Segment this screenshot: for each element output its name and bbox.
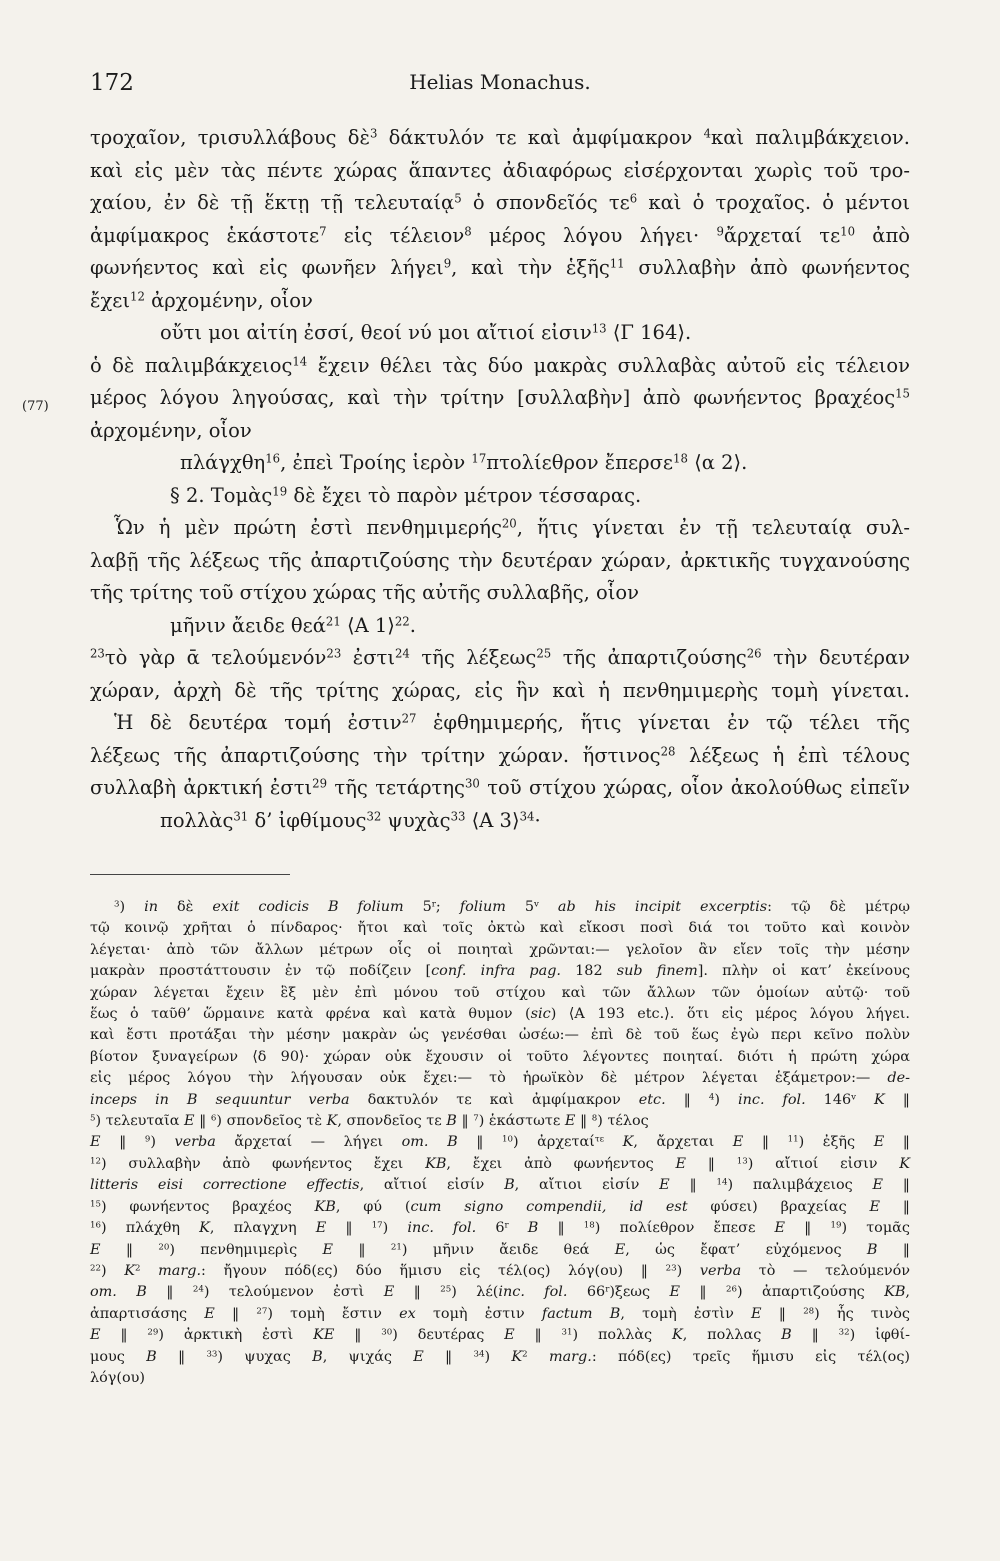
footnote-line: καὶ ἔστι προτάξαι τὴν μέσην μακρὰν ὡς γενέσθαι ὠσέω:— ἐπὶ δὲ τοῦ ἕως ἐγὼ περι κεῖνο πολὺν [90, 1027, 910, 1044]
text-line: χώραν, ἀρχὴ δὲ τῆς τρίτης χώρας, εἰς ἣν καὶ ἡ πενθημιμερὴς τομὴ γίνεται. [90, 678, 910, 702]
footnote-line: βίοτον ξυναγείρων ⟨δ 90⟩· χώραν οὐκ ἔχουσιν οἱ τοῦτο λέγοντες ποιηταί. διότι ἡ πρώτη χώρα [90, 1048, 910, 1065]
footnote-line: λόγ(ου) [90, 1369, 146, 1386]
text-line: ἀρχομένην, οἷον [90, 418, 252, 442]
text-line: πολλὰς$^{31}$ δ’ ἰφθίμους$^{32}$ ψυχὰς$^{33}$ ⟨Α 3⟩$^{34}$· [160, 808, 541, 832]
footnote-line: inceps in B sequuntur verba δακτυλόν τε καὶ ἀμφίμακρον etc. ‖ $^4$) inc. fol. 146$^v$ K ‖ [90, 1091, 910, 1108]
page-number: 172 [90, 70, 134, 96]
text-line: λέξεως τῆς ἀπαρτιζούσης τὴν τρίτην χώραν. ἥστινος$^{28}$ λέξεως ἡ ἐπὶ τέλους [90, 743, 910, 767]
footnote-line: E ‖ $^{29}$) ἀρκτικὴ ἐστὶ KE ‖ $^{30}$) δευτέρας E ‖ $^{31}$) πολλὰς K, πολλας B ‖ $^{32}$) ἰφθί- [90, 1327, 910, 1344]
text-line: συλλαβὴ ἀρκτική ἐστι$^{29}$ τῆς τετάρτης$^{30}$ τοῦ στίχου χώρας, οἷον ἀκολούθως εἰπεῖν [90, 776, 910, 799]
footnote-line: E ‖ $^9$) verba ἄρχεταί — λήγει om. B ‖ $^{10}$) ἀρχεταί$^{\tau\varepsilon}$ K, ἄρχεται E ‖ $^{11}$) ἐξῆς E ‖ [90, 1134, 910, 1151]
text-line: μέρος λόγου ληγούσας, καὶ τὴν τρίτην [συλλαβὴν] ἀπὸ φωνήεντος βραχέος$^{15}$ (77) [90, 382, 910, 415]
footnote-line: E ‖ $^{20}$) πενθημιμερὶς E ‖ $^{21}$) μῆνιν ἄειδε θεά E, ὡς ἔφατ’ εὐχόμενος B ‖ [90, 1241, 910, 1258]
footnote-line: ἕως ὁ ταῦθ’ ὥρμαινε κατὰ φρένα καὶ κατὰ θυμον (sic) ⟨Α 193 etc.⟩. ὅτι εἰς μέρος λόγου λήγει. [90, 1006, 910, 1023]
text-line: οὔτι μοι αἰτίη ἐσσί, θεοί νύ μοι αἴτιοί εἰσιν$^{13}$ ⟨Γ 164⟩. [160, 321, 692, 344]
text-line: ὁ δὲ παλιμβάκχειος$^{14}$ ἔχειν θέλει τὰς δύο μακρὰς συλλαβὰς αὐτοῦ εἰς τέλειον [90, 353, 911, 377]
text-line: λαβῇ τῆς λέξεως τῆς ἀπαρτιζούσης τὴν δευτέραν χώραν, ἀρκτικῆς τυγχανούσης [90, 548, 910, 572]
footnote-line: $^5$) τελευταῖα E ‖ $^6$) σπονδεῖος τὲ K, σπονδεῖος τε B ‖ $^7$) ἑκάστωτε E ‖ $^8$) τέλος [90, 1113, 649, 1130]
footnote-line: ἀπαρτισάσης E ‖ $^{27}$) τομὴ ἔστιν ex τομὴ ἐστιν factum B, τομὴ ἐστὶν E ‖ $^{28}$) ἧς τινὸς [90, 1305, 910, 1322]
footnote-line: $^{22}$) $K^2$ marg.: ἤγουν πόδ(ες) δύο ἥμισυ εἰς τέλ(ος) λόγ(ου) ‖ $^{23}$) verba τὸ — τελούμενόν [90, 1262, 910, 1279]
text-line: μῆνιν ἄειδε θεά$^{21}$ ⟨Α 1⟩$^{22}$. [170, 613, 416, 637]
footnote-line: τῷ κοινῷ χρῆται ὁ πίνδαρος· ἤτοι καὶ τοῖς ὀκτὼ καὶ εἴκοσι ποσὶ διά τοι τοῦτο καὶ κοινὸν [90, 920, 910, 937]
footnote-line: εἰς μέρος λόγου τὴν λήγουσαν οὐκ ἔχει:— τὸ ἡρωϊκὸν δὲ μέτρον λέγεται ἑξάμετρον:— de- [90, 1070, 910, 1087]
footnote-line: χώραν λέγεται ἔχειν ἓξ μὲν ἐπὶ μόνου τοῦ στίχου καὶ τῶν ἄλλων τῶν ὁμοίων αὐτῷ· τοῦ [90, 984, 910, 1001]
text-line: τῆς τρίτης τοῦ στίχου χώρας τῆς αὐτῆς συλλαβῆς, οἷον [90, 581, 639, 604]
text-line: φωνήεντος καὶ εἰς φωνῆεν λήγει$^9$, καὶ τὴν ἑξῆς$^{11}$ συλλαβὴν ἀπὸ φωνήεντος [90, 256, 910, 279]
text-line: χαίου, ἐν δὲ τῇ ἕκτῃ τῇ τελευταίᾳ$^5$ ὁ σπονδεῖός $\tau\varepsilon^6$ καὶ ὁ τροχαῖος. ὁ μέντοι [90, 191, 910, 214]
text-line: § 2. Τομὰς$^{19}$ δὲ ἔχει τὸ παρὸν μέτρον τέσσαρας. [170, 483, 642, 507]
text-line: ἔχει$^{12}$ ἀρχομένην, οἷον [90, 288, 313, 312]
footnote-line: om. B ‖ $^{24}$) τελούμενον ἐστὶ E ‖ $^{25}$) λέ(inc. fol. 66$^r$)ξεως E ‖ $^{26}$) ἀπαρτιζούσης KB, [90, 1284, 910, 1301]
text-line: Ἡ δὲ δευτέρα τομή ἐστιν$^{27}$ ἑφθημιμερής, ἥτις γίνεται ἐν τῷ τέλει τῆς [114, 711, 910, 734]
footnote-line: $^{12}$) συλλαβὴν ἀπὸ φωνήεντος ἔχει KB, ἔχει ἀπὸ φωνήεντος E ‖ $^{13}$) αἴτιοί εἰσιν K [90, 1155, 911, 1172]
text-line: $^{23}$τὸ γὰρ ᾱ τελούμενόν$^{23}$ ἐστι$^{24}$ τῆς λέξεως$^{25}$ τῆς ἀπαρτιζούσης$^{26}$ τὴν δευτέραν [90, 646, 910, 669]
footnote-line: λέγεται· ἀπὸ τῶν ἄλλων μέτρων οἷς οἱ ποιηταὶ χρῶνται:— γελοῖον ἂν εἴεν τοῖς τὴν μέσην [90, 941, 910, 958]
margin-line-number: (77) [22, 399, 49, 414]
footnote-line: $^{15}$) φωνήεντος βραχέος KB, φύ (cum signo compendii, id est φύσει) βραχείας E ‖ [90, 1198, 910, 1215]
footnote-line: μακρὰν προστάττουσιν ἐν τῷ ποδίζειν [conf. infra pag. 182 sub finem]. πλὴν οἱ κατ’ ἐκείνους [90, 963, 911, 980]
text-line: πλάγχθη$^{16}$, ἐπεὶ Τροίης ἱερὸν $^{17}$πτολίεθρον ἔπερσε$^{18}$ ⟨α 2⟩. [180, 451, 748, 474]
footnote-line: μους B ‖ $^{33}$) ψυχας B, ψιχάς E ‖ $^{34}$) $K^2$ marg.: πόδ(ες) τρεῖς ἥμισυ εἰς τέλ(ος) [90, 1348, 910, 1365]
footnote-line: litteris eisi correctione effectis, αἴτιοί εἰσίν B, αἴτιοι εἰσίν E ‖ $^{14}$) παλιμβάχειος E ‖ [90, 1177, 910, 1194]
text-line: Ὧν ἡ μὲν πρώτη ἐστὶ πενθημιμερής$^{20}$, ἥτις γίνεται ἐν τῇ τελευταίᾳ συλ- [114, 516, 910, 539]
running-title: Helias Monachus. [409, 70, 591, 94]
footnote-line: $^{16}$) πλάχθη K, πλαγχνη E ‖ $^{17}$) inc. fol. 6$^r$ B ‖ $^{18}$) πολίεθρον ἔπεσε E ‖ $^{19}$) τομᾶς [90, 1220, 910, 1237]
footnote-line: $^3$) in δὲ exit codicis B folium 5$^r$; folium 5$^v$ ab his incipit excerptis: τῷ δὲ μέτρῳ [114, 899, 910, 915]
main-text [22, 122, 911, 837]
footnotes [90, 897, 910, 1389]
page-header [90, 70, 910, 104]
footnote-separator [90, 874, 290, 875]
text-line: τροχαῖον, τρισυλλάβους δὲ$^3$ δάκτυλόν τε καὶ ἀμφίμακρον $^4$καὶ παλιμβάκχειον. [90, 126, 910, 149]
text-line: καὶ εἰς μὲν τὰς πέντε χώρας ἅπαντες ἀδιαφόρως εἰσέρχονται χωρὶς τοῦ τρο- [90, 158, 910, 182]
text-line: ἀμφίμακρος ἑκάστοτε$^7$ εἰς τέλειον$^8$ μέρος λόγου λήγει· $^9$ἄρχεταί $\tau\varepsilon^{10}$ ἀπὸ [90, 223, 910, 247]
